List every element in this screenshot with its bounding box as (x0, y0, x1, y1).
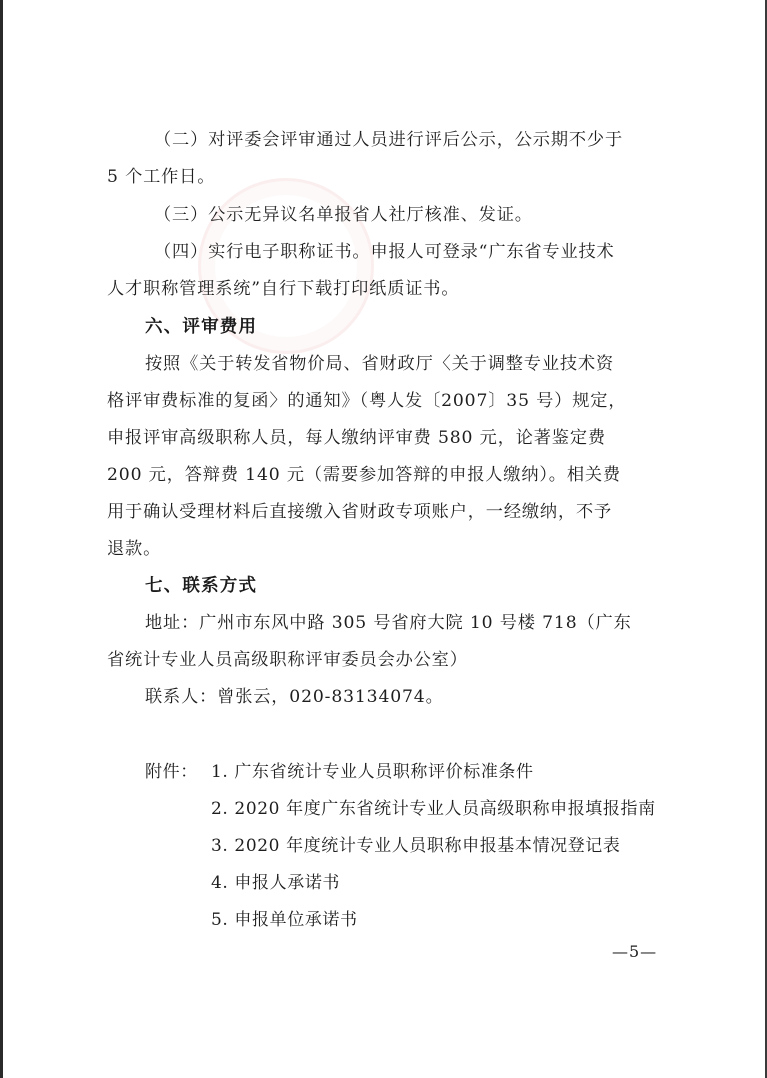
paragraph-line: 格评审费标准的复函〉的通知》（粤人发〔2007〕35 号）规定， (107, 391, 627, 411)
paragraph-line: （二）对评委会评审通过人员进行评后公示，公示期不少于 (154, 130, 623, 150)
contact-line: 联系人：曾张云，020-83134074。 (145, 687, 444, 707)
attachment-item: 4. 申报人承诺书 (211, 873, 341, 893)
paragraph-line: （三）公示无异议名单报省人社厅核准、发证。 (154, 205, 533, 225)
page-number: —5— (612, 942, 658, 961)
paragraph-line: 申报评审高级职称人员，每人缴纳评审费 580 元，论著鉴定费 (107, 428, 606, 448)
scan-left-edge (0, 0, 3, 1078)
paragraph-line: 退款。 (107, 539, 162, 559)
section-7-heading: 七、联系方式 (145, 576, 258, 596)
section-6-heading: 六、评审费用 (145, 317, 258, 337)
attachment-item: 3. 2020 年度统计专业人员职称申报基本情况登记表 (211, 836, 621, 856)
paragraph-line: 地址：广州市东风中路 305 号省府大院 10 号楼 718（广东 (145, 613, 632, 633)
paragraph-line: 人才职称管理系统”自行下载打印纸质证书。 (107, 279, 460, 299)
paragraph-line: 200 元，答辩费 140 元（需要参加答辩的申报人缴纳）。相关费 (107, 465, 621, 485)
attachments-label: 附件： (145, 762, 198, 782)
paragraph-line: 5 个工作日。 (107, 167, 216, 187)
attachment-item: 5. 申报单位承诺书 (211, 910, 358, 930)
attachment-item: 2. 2020 年度广东省统计专业人员高级职称申报填报指南 (211, 799, 656, 819)
paragraph-line: 按照《关于转发省物价局、省财政厅〈关于调整专业技术资 (145, 354, 614, 374)
paragraph-line: 省统计专业人员高级职称评审委员会办公室） (107, 650, 468, 670)
paragraph-line: （四）实行电子职称证书。申报人可登录“广东省专业技术 (154, 242, 615, 262)
attachment-item: 1. 广东省统计专业人员职称评价标准条件 (211, 762, 534, 782)
paragraph-line: 用于确认受理材料后直接缴入省财政专项账户，一经缴纳，不予 (107, 502, 613, 522)
